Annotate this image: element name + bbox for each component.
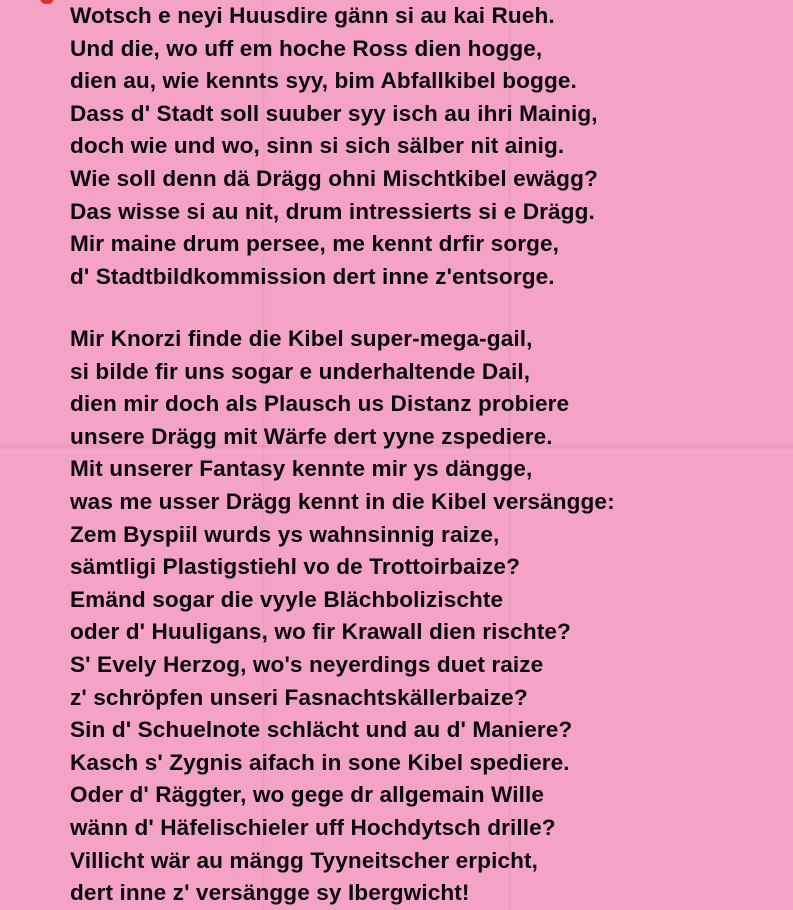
verse-line: wänn d' Häfelischieler uff Hochdytsch drille? (70, 814, 556, 840)
verse-line: dien mir doch als Plausch us Distanz probiere (70, 391, 570, 417)
verse-stanza-1 (70, 0, 598, 293)
verse-line: Oder d' Räggter, wo gege dr allgemain Wille (70, 782, 544, 808)
verse-line: dert inne z' versängge sy Ibergwicht! (70, 880, 470, 906)
verse-line: Sin d' Schuelnote schlächt und au d' Maniere? (70, 717, 573, 743)
verse-line: S' Evely Herzog, wo's neyerdings duet raize (70, 651, 544, 677)
verse-line: dien au, wie kennts syy, bim Abfallkibel bogge. (70, 68, 577, 94)
verse-line: Wotsch e neyi Huusdire gänn si au kai Rueh. (70, 3, 555, 28)
verse-line: si bilde fir uns sogar e underhaltende Dail, (70, 358, 531, 384)
verse-line: Mir maine drum persee, me kennt drfir sorge, (70, 231, 560, 257)
verse-line: Mir Knorzi finde die Kibel super-mega-gail, (70, 326, 533, 351)
verse-line: Kasch s' Zygnis aifach in sone Kibel spediere. (70, 749, 570, 775)
verse-line: Zem Byspiil wurds ys wahnsinnig raize, (70, 521, 500, 547)
verse-line: oder d' Huuligans, wo fir Krawall dien rischte? (70, 619, 571, 645)
verse-line: Dass d' Stadt soll suuber syy isch au ihri Mainig, (70, 100, 598, 126)
verse-line: Emänd sogar die vyyle Blächbolizischte (70, 586, 504, 612)
verse-line: d' Stadtbildkommission dert inne z'entsorge. (70, 263, 555, 289)
verse-line: z' schröpfen unseri Fasnachtskällerbaize? (70, 684, 528, 710)
red-corner-mark (40, 0, 54, 4)
verse-line: was me usser Drägg kennt in die Kibel versängge: (70, 488, 615, 514)
verse-line: unsere Drägg mit Wärfe dert yyne zspediere. (70, 423, 553, 449)
verse-line: Mit unserer Fantasy kennte mir ys dängge, (70, 456, 533, 482)
verse-line: Wie soll denn dä Drägg ohni Mischtkibel ewägg? (70, 165, 598, 191)
verse-line: Und die, wo uff em hoche Ross dien hogge, (70, 35, 543, 61)
verse-line: Villicht wär au mängg Tyyneitscher erpicht, (70, 847, 539, 873)
verse-stanza-2 (70, 323, 615, 910)
verse-line: doch wie und wo, sinn si sich sälber nit ainig. (70, 133, 565, 159)
verse-line: sämtligi Plastigstiehl vo de Trottoirbaize? (70, 554, 520, 580)
verse-line: Das wisse si au nit, drum intressierts si e Drägg. (70, 198, 595, 224)
